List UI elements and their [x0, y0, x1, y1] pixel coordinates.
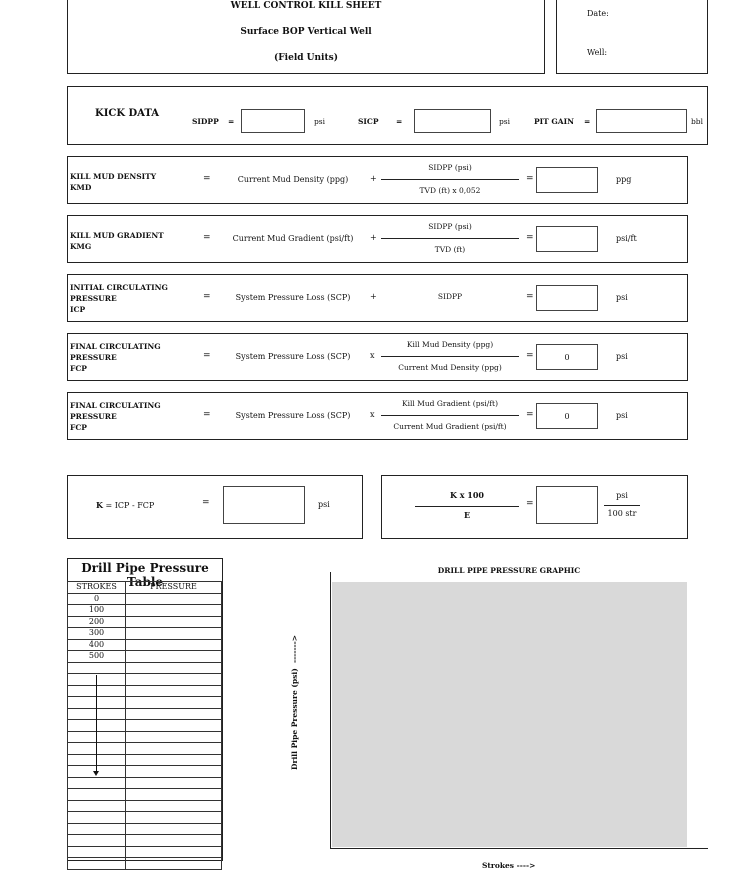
table-title: Drill Pipe Pressure Table: [81, 561, 209, 589]
fraction-numerator: Kill Mud Density (ppg): [406, 340, 494, 349]
k-result-input[interactable]: [223, 486, 305, 524]
table-row: [68, 731, 222, 743]
fraction-line: [381, 415, 519, 416]
equals-sign: =: [526, 351, 534, 361]
pressure-cell[interactable]: [126, 708, 222, 720]
fraction-denominator: TVD (ft) x 0,052: [419, 186, 481, 195]
equals-sign: =: [526, 233, 534, 243]
operator: +: [370, 174, 377, 183]
table-row: [68, 708, 222, 720]
pressure-cell[interactable]: [126, 685, 222, 697]
unit-label: psi/ft: [616, 234, 637, 243]
strokes-cell[interactable]: [68, 858, 126, 870]
formula-left-term: System Pressure Loss (SCP): [235, 352, 351, 361]
table-row: [68, 685, 222, 697]
table-header-row: [68, 582, 222, 594]
formula-left-term: Current Mud Gradient (psi/ft): [232, 234, 354, 243]
formula-label: [70, 400, 161, 433]
sidpp-input[interactable]: [241, 109, 305, 133]
label-line: KMG: [70, 242, 92, 251]
fraction-line: [381, 238, 519, 239]
arrow-head-icon: [93, 771, 99, 776]
label-line: ICP: [70, 305, 86, 314]
pressure-cell[interactable]: [126, 674, 222, 686]
operator: x: [370, 410, 375, 419]
strokes-cell[interactable]: 200: [68, 616, 126, 628]
equals-sign: =: [526, 499, 534, 509]
operator: +: [370, 292, 377, 301]
strokes-cell[interactable]: [68, 662, 126, 674]
formula-left-term: System Pressure Loss (SCP): [235, 293, 351, 302]
result-field[interactable]: [536, 226, 598, 252]
fraction-numerator: Kill Mud Gradient (psi/ft): [401, 399, 498, 408]
pressure-cell[interactable]: [126, 616, 222, 628]
sheet-subtitle: Surface BOP Vertical Well: [240, 27, 372, 37]
table-row: [68, 605, 222, 617]
table-row: [68, 593, 222, 605]
formula-row: [67, 333, 688, 381]
ratio-denominator: E: [463, 510, 471, 520]
strokes-cell[interactable]: [68, 835, 126, 847]
strokes-cell[interactable]: [68, 846, 126, 858]
equals-sign: =: [228, 117, 235, 126]
title-box: [67, 0, 545, 74]
unit-label: psi: [616, 411, 628, 420]
equals-sign: =: [526, 292, 534, 302]
table-row: [68, 628, 222, 640]
graph-x-axis-label: Strokes ---->: [482, 861, 536, 870]
fraction-line: [415, 506, 519, 507]
fraction-numerator: SIDPP (psi): [428, 222, 472, 231]
bbl-unit: bbl: [691, 117, 704, 126]
strokes-cell[interactable]: 400: [68, 639, 126, 651]
sheet-title: WELL CONTROL KILL SHEET: [230, 1, 382, 11]
unit-label: psi: [616, 352, 628, 361]
date-well-box: [556, 0, 708, 74]
label-line: PRESSURE: [70, 294, 117, 303]
table-row: [68, 812, 222, 824]
formula-row: [67, 156, 688, 204]
label-line: FINAL CIRCULATING: [70, 342, 161, 351]
equals-sign: =: [203, 233, 211, 243]
operator: +: [370, 233, 377, 242]
graph-y-axis-label: Drill Pipe Pressure (psi) ------->: [290, 634, 299, 770]
sicp-input[interactable]: [414, 109, 491, 133]
pressure-cell[interactable]: [126, 858, 222, 870]
equals-sign: =: [202, 498, 210, 508]
psi-per-100-input[interactable]: [536, 486, 598, 524]
formula-label: [70, 171, 156, 193]
pit-gain-input[interactable]: [596, 109, 687, 133]
formula-row: [67, 274, 688, 322]
pressure-table-grid: [67, 581, 222, 870]
well-label: Well:: [587, 48, 608, 57]
table-row: [68, 766, 222, 778]
pressure-cell[interactable]: [126, 605, 222, 617]
label-line: FINAL CIRCULATING: [70, 401, 161, 410]
graph-plot-area[interactable]: [332, 582, 687, 847]
strokes-header: STROKES: [68, 582, 126, 594]
kick-data-title: KICK DATA: [95, 108, 160, 119]
pressure-cell[interactable]: [126, 731, 222, 743]
table-row: [68, 777, 222, 789]
k-label: K: [96, 500, 103, 510]
label-line: PRESSURE: [70, 412, 117, 421]
date-label: Date:: [587, 9, 609, 18]
formula-row: [67, 215, 688, 263]
table-row: [68, 823, 222, 835]
pressure-cell[interactable]: [126, 835, 222, 847]
graph-title: DRILL PIPE PRESSURE GRAPHIC: [437, 566, 581, 575]
strokes-cell[interactable]: 0: [68, 593, 126, 605]
table-row: [68, 674, 222, 686]
strokes-cell[interactable]: [68, 800, 126, 812]
fraction-line: [381, 179, 519, 180]
table-row: [68, 789, 222, 801]
result-field[interactable]: 0: [536, 403, 598, 429]
strokes-cell[interactable]: 500: [68, 651, 126, 663]
equals-sign: =: [203, 292, 211, 302]
unit-line: [604, 505, 640, 506]
label-line: FCP: [70, 423, 87, 432]
k-formula: [96, 500, 154, 510]
fraction-denominator: Current Mud Density (ppg): [398, 363, 502, 372]
pressure-step-box: [381, 475, 688, 539]
strokes-cell[interactable]: [68, 812, 126, 824]
formula-label: [70, 282, 168, 315]
sicp-label: SICP: [358, 117, 379, 126]
fraction-numerator: SIDPP (psi): [428, 163, 472, 172]
table-row: [68, 662, 222, 674]
table-row: [68, 743, 222, 755]
units-label: (Field Units): [274, 53, 338, 63]
formula-row: [67, 392, 688, 440]
strokes-cell[interactable]: 300: [68, 628, 126, 640]
psi-unit: psi: [499, 117, 511, 126]
pressure-cell[interactable]: [126, 823, 222, 835]
k-expression: = ICP - FCP: [102, 501, 155, 510]
label-line: KILL MUD DENSITY: [70, 172, 157, 181]
pressure-cell[interactable]: [126, 697, 222, 709]
psi-unit: psi: [318, 500, 330, 509]
result-field[interactable]: [536, 285, 598, 311]
pressure-cell[interactable]: [126, 639, 222, 651]
fraction-line: [381, 356, 519, 357]
k-box: [67, 475, 363, 539]
equals-sign: =: [396, 117, 403, 126]
pressure-cell[interactable]: [126, 651, 222, 663]
pressure-cell[interactable]: [126, 812, 222, 824]
operator: x: [370, 351, 375, 360]
label-line: FCP: [70, 364, 87, 373]
unit-denominator: 100 str: [607, 509, 637, 518]
pressure-cell[interactable]: [126, 789, 222, 801]
strokes-cell[interactable]: 100: [68, 605, 126, 617]
equals-sign: =: [584, 117, 591, 126]
label-line: INITIAL CIRCULATING: [70, 283, 168, 292]
down-arrow: [96, 675, 97, 773]
psi-unit: psi: [314, 117, 326, 126]
pressure-cell[interactable]: [126, 662, 222, 674]
unit-label: psi: [616, 293, 628, 302]
table-row: [68, 754, 222, 766]
sidpp-label: SIDPP: [192, 117, 219, 126]
ratio-numerator: K x 100: [450, 490, 484, 500]
pressure-cell[interactable]: [126, 754, 222, 766]
table-row: [68, 800, 222, 812]
pressure-cell[interactable]: [126, 777, 222, 789]
equals-sign: =: [526, 410, 534, 420]
result-field[interactable]: 0: [536, 344, 598, 370]
unit-label: ppg: [616, 175, 632, 184]
pit-gain-label: PIT GAIN: [534, 117, 574, 126]
pressure-cell[interactable]: [126, 743, 222, 755]
kick-data-box: [67, 86, 708, 145]
result-field[interactable]: [536, 167, 598, 193]
pressure-cell[interactable]: [126, 846, 222, 858]
pressure-cell[interactable]: [126, 800, 222, 812]
strokes-cell[interactable]: [68, 823, 126, 835]
equals-sign: =: [203, 174, 211, 184]
fraction-denominator: TVD (ft): [434, 245, 466, 254]
pressure-cell[interactable]: [126, 593, 222, 605]
strokes-cell[interactable]: [68, 789, 126, 801]
equals-sign: =: [526, 174, 534, 184]
table-row: [68, 858, 222, 870]
table-row: [68, 720, 222, 732]
strokes-cell[interactable]: [68, 777, 126, 789]
formula-label: [70, 341, 161, 374]
table-row: [68, 835, 222, 847]
pressure-header: PRESSURE: [126, 582, 222, 594]
label-line: PRESSURE: [70, 353, 117, 362]
formula-left-term: System Pressure Loss (SCP): [235, 411, 351, 420]
pressure-cell[interactable]: [126, 766, 222, 778]
formula-left-term: Current Mud Density (ppg): [237, 175, 349, 184]
table-row: [68, 616, 222, 628]
label-line: KMD: [70, 183, 92, 192]
fraction-denominator: Current Mud Gradient (psi/ft): [393, 422, 507, 431]
equals-sign: =: [203, 410, 211, 420]
pressure-cell[interactable]: [126, 628, 222, 640]
pressure-cell[interactable]: [126, 720, 222, 732]
label-line: KILL MUD GRADIENT: [70, 231, 164, 240]
table-row: [68, 697, 222, 709]
unit-numerator: psi: [616, 491, 628, 500]
drill-pipe-pressure-table: [67, 558, 223, 861]
equals-sign: =: [203, 351, 211, 361]
table-row: [68, 846, 222, 858]
fraction-numerator: SIDPP: [437, 292, 463, 301]
table-row: [68, 639, 222, 651]
formula-label: [70, 230, 164, 252]
table-row: [68, 651, 222, 663]
